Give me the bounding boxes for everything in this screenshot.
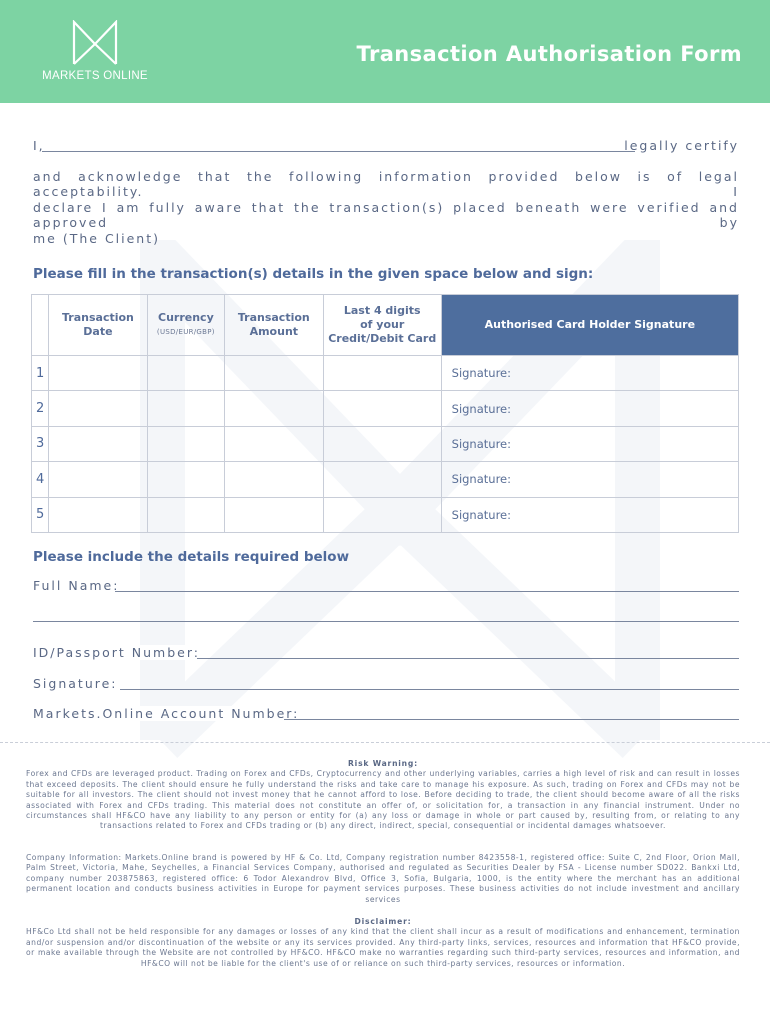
page-title: Transaction Authorisation Form [356, 42, 742, 66]
card-digits-cell[interactable] [323, 391, 441, 426]
disclaimer-text: HF&Co Ltd shall not be held responsible for any damages or losses of any kind that the client shall incur as a result of modifications and enhancement, termination and/or suspension and/or discontinuation of the website or any its services provided. Any third-party links, services, resources and information that HF&CO provide, or make available through the Website are not controlled by HF&CO. HF&CO make no warranties regarding such third-party services, resources and information, and HF&CO will not be liable for the client's use of or reliance on such third-party services, resources or information. [26, 927, 740, 968]
table-section-title: Please fill in the transaction(s) details in the given space below and sign: [33, 266, 594, 282]
transactions-table [31, 294, 739, 533]
col-currency-header [147, 295, 224, 356]
certify-line-3: declare I am fully aware that the transaction(s) placed beneath were verified and approved by [33, 200, 739, 230]
full-name-field[interactable] [33, 578, 739, 596]
certify-prefix: I, [33, 138, 45, 153]
signature-field[interactable] [33, 676, 739, 694]
signature-cell[interactable]: Signature: [441, 356, 738, 391]
account-number-field[interactable] [33, 706, 739, 724]
row-number: 4 [32, 462, 49, 497]
currency-cell[interactable] [147, 426, 224, 461]
certify-line-2: and acknowledge that the following information provided below is of legal acceptability. I [33, 169, 739, 199]
certify-line-4: me (The Client) [33, 231, 161, 246]
card-digits-cell[interactable] [323, 426, 441, 461]
signature-line[interactable] [120, 689, 739, 690]
signature-cell[interactable]: Signature: [441, 426, 738, 461]
signature-cell[interactable]: Signature: [441, 497, 738, 532]
transaction-date-cell[interactable] [48, 356, 147, 391]
currency-sublabel: (USD/EUR/GBP) [156, 328, 215, 336]
row-number: 1 [32, 356, 49, 391]
transaction-amount-cell[interactable] [224, 426, 323, 461]
currency-cell[interactable] [147, 391, 224, 426]
table-row [32, 497, 739, 532]
id-passport-line[interactable] [197, 658, 739, 659]
signature-cell[interactable]: Signature: [441, 391, 738, 426]
row-number: 3 [32, 426, 49, 461]
company-info-text: Company Information: Markets.Online brand is powered by HF & Co. Ltd, Company registration number 8423558-1, registered office: Suite C, 2nd Floor, Orion Mall, Palm Street, Victoria, Mahe, Seychelles, a Financial Services Company, authorised and regulated as Securities Dealer by FSA - License number SD022. Bankxi Ltd, company number 203875863, registered office: 6 Todor Alexandrov Blvd, Office 3, Sofia, Bulgaria, 1000, is the entity where the merchant has an additional permanent location and conducts business activities in Europe for payment services purposes. These business activities do not include investment and ancillary services [26, 853, 740, 904]
signature-label: Signature: [33, 676, 118, 691]
card-digits-cell[interactable] [323, 356, 441, 391]
table-row [32, 426, 739, 461]
full-name-line-2[interactable] [33, 621, 739, 622]
table-row [32, 356, 739, 391]
risk-warning-title: Risk Warning: [348, 759, 418, 768]
table-row [32, 391, 739, 426]
brand-name: MARKETS ONLINE [42, 70, 148, 82]
signature-cell[interactable]: Signature: [441, 462, 738, 497]
transaction-amount-cell[interactable] [224, 462, 323, 497]
client-name-blank[interactable] [42, 151, 635, 152]
currency-label: Currency [158, 311, 214, 324]
account-number-line[interactable] [284, 719, 739, 720]
footer-divider [0, 742, 770, 743]
col-transaction-amount-header: Transaction Amount [224, 295, 323, 356]
account-number-label: Markets.Online Account Number: [33, 706, 300, 721]
transaction-amount-cell[interactable] [224, 391, 323, 426]
id-passport-label: ID/Passport Number: [33, 645, 200, 660]
col-signature-header: Authorised Card Holder Signature [441, 295, 738, 356]
brand-logo [40, 20, 150, 90]
row-number: 5 [32, 497, 49, 532]
card-digits-cell[interactable] [323, 462, 441, 497]
risk-warning-block [26, 759, 740, 832]
markets-online-logo-icon [72, 20, 118, 66]
details-section-title: Please include the details required below [33, 549, 350, 565]
table-row [32, 462, 739, 497]
currency-cell[interactable] [147, 462, 224, 497]
col-transaction-date-header: Transaction Date [48, 295, 147, 356]
certify-suffix: legally certify [624, 138, 739, 153]
currency-cell[interactable] [147, 497, 224, 532]
transaction-date-cell[interactable] [48, 462, 147, 497]
col-number-header [32, 295, 49, 356]
col-card-digits-header: Last 4 digits of your Credit/Debit Card [323, 295, 441, 356]
transaction-amount-cell[interactable] [224, 497, 323, 532]
full-name-line[interactable] [115, 591, 739, 592]
transaction-date-cell[interactable] [48, 391, 147, 426]
currency-cell[interactable] [147, 356, 224, 391]
company-info-block [26, 853, 740, 905]
row-number: 2 [32, 391, 49, 426]
card-digits-cell[interactable] [323, 497, 441, 532]
disclaimer-block [26, 917, 740, 969]
risk-warning-text: Forex and CFDs are leveraged product. Trading on Forex and CFDs, Cryptocurrency and other underlying variables, carries a high level of risk and can result in losses that exceed deposits. The client should ensure he fully understand the risks and take care to manage his exposure. As such, trading on Forex and CFDs may not be suitable for all investors. The client should not invest money that he cannot afford to lose. Before deciding to trade, the client should become aware of all the risks associated with Forex and CFDs trading. This material does not constitute an offer of, or solicitation for, a transaction in any financial instrument. Under no circumstances shall HF&CO have any liability to any person or entity for (a) any loss or damage in whole or part caused by, resulting from, or relating to any transactions related to Forex and CFDs trading or (b) any direct, indirect, special, consequential or incidental damages whatsoever. [26, 769, 740, 831]
certify-line-1 [33, 138, 739, 156]
table-header-row [32, 295, 739, 356]
transaction-date-cell[interactable] [48, 426, 147, 461]
transaction-date-cell[interactable] [48, 497, 147, 532]
id-passport-field[interactable] [33, 645, 739, 663]
header-banner [0, 0, 770, 103]
full-name-label: Full Name: [33, 578, 120, 593]
disclaimer-title: Disclaimer: [354, 917, 412, 926]
transaction-amount-cell[interactable] [224, 356, 323, 391]
